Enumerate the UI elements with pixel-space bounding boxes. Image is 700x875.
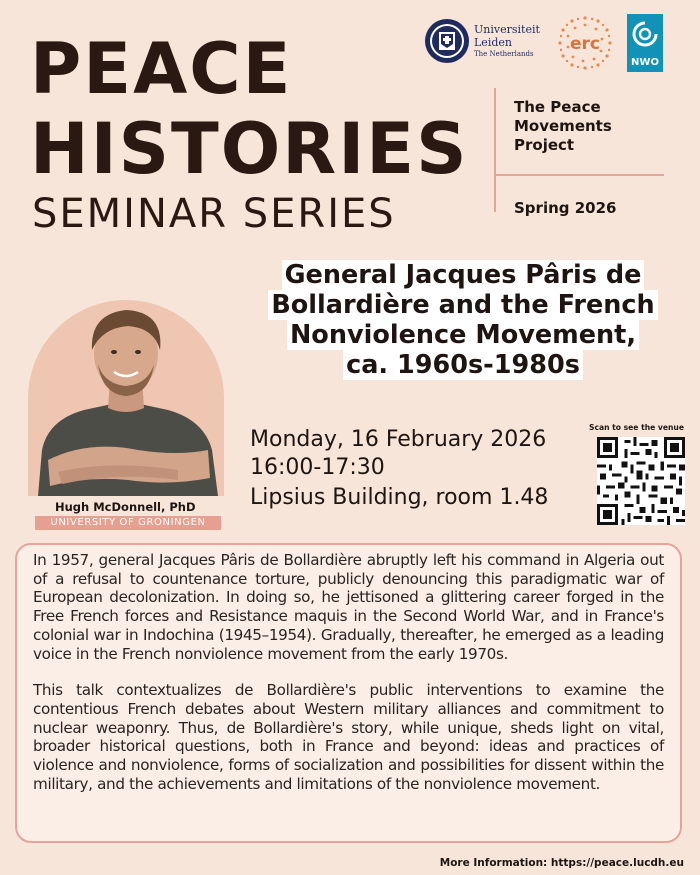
leiden-university-logo	[424, 18, 544, 72]
qr-code[interactable]	[597, 437, 685, 525]
event-location: Lipsius Building, room 1.48	[250, 485, 549, 510]
event-time: 16:00-17:30	[250, 455, 385, 480]
speaker-affiliation: UNIVERSITY OF GRONINGEN	[35, 516, 221, 530]
erc-logo	[556, 14, 614, 72]
talk-title	[240, 260, 686, 380]
abstract-paragraph-2: This talk contextualizes de Bollardière's public interventions to examine the contentious French debates about Western military alliances and commitment to nuclear weaponry. Thus, de Bollardière's story, while unique, sheds light on vital, broader historical questions, both in France and beyond: ideas and practices of violence and nonviolence, forms of socialization and possibilities for dissent within the military, and the achievements and limitations of the nonviolence movement.	[33, 681, 664, 793]
qr-label: Scan to see the venue	[589, 423, 684, 432]
subtitle: SEMINAR SERIES	[32, 191, 396, 237]
speaker-photo-frame	[28, 300, 224, 496]
vertical-divider	[494, 88, 496, 212]
leiden-seal-icon	[424, 18, 470, 64]
leiden-line-2: Leiden	[474, 36, 512, 49]
project-name	[514, 98, 612, 155]
season-label: Spring 2026	[514, 199, 617, 217]
project-line-1: The Peace	[514, 98, 601, 116]
leiden-line-3: The Netherlands	[474, 50, 534, 58]
project-line-3: Project	[514, 136, 575, 154]
talk-title-line-1: General Jacques Pâris de	[282, 260, 645, 290]
talk-title-line-2: Bollardière and the French	[268, 290, 657, 320]
erc-logo-icon	[556, 14, 614, 72]
speaker-name: Hugh McDonnell, PhD	[55, 500, 196, 514]
talk-title-line-3: Nonviolence Movement,	[287, 320, 639, 350]
abstract-paragraph-1: In 1957, general Jacques Pâris de Bollardière abruptly left his command in Algeria out of a refusal to countenance torture, publicly denouncing this paradigmatic war of European decolonization. In doing so, he jettisoned a glittering career forged in the Free French forces and Resistance maquis in the Second World War, and in France's colonial war in Indochina (1945–1954). Gradually, thereafter, he emerged as a leading voice in the French nonviolence movement from the early 1970s.	[33, 551, 664, 663]
horizontal-divider	[494, 174, 664, 176]
title-line-1: PEACE	[30, 28, 293, 110]
leiden-line-1: Universiteit	[474, 23, 540, 36]
event-date: Monday, 16 February 2026	[250, 427, 547, 452]
speaker-photo	[28, 300, 224, 496]
talk-title-line-4: ca. 1960s-1980s	[343, 350, 583, 380]
erc-logo-text: erc	[570, 34, 600, 54]
abstract-box	[15, 543, 682, 843]
qr-code-icon	[597, 437, 685, 525]
more-info-link[interactable]: More Information: https://peace.lucdh.eu	[439, 857, 684, 869]
nwo-logo	[627, 14, 663, 72]
nwo-logo-text: NWO	[631, 57, 659, 68]
nwo-logo-icon	[627, 14, 663, 72]
project-line-2: Movements	[514, 117, 612, 135]
title-line-2: HISTORIES	[30, 108, 469, 190]
